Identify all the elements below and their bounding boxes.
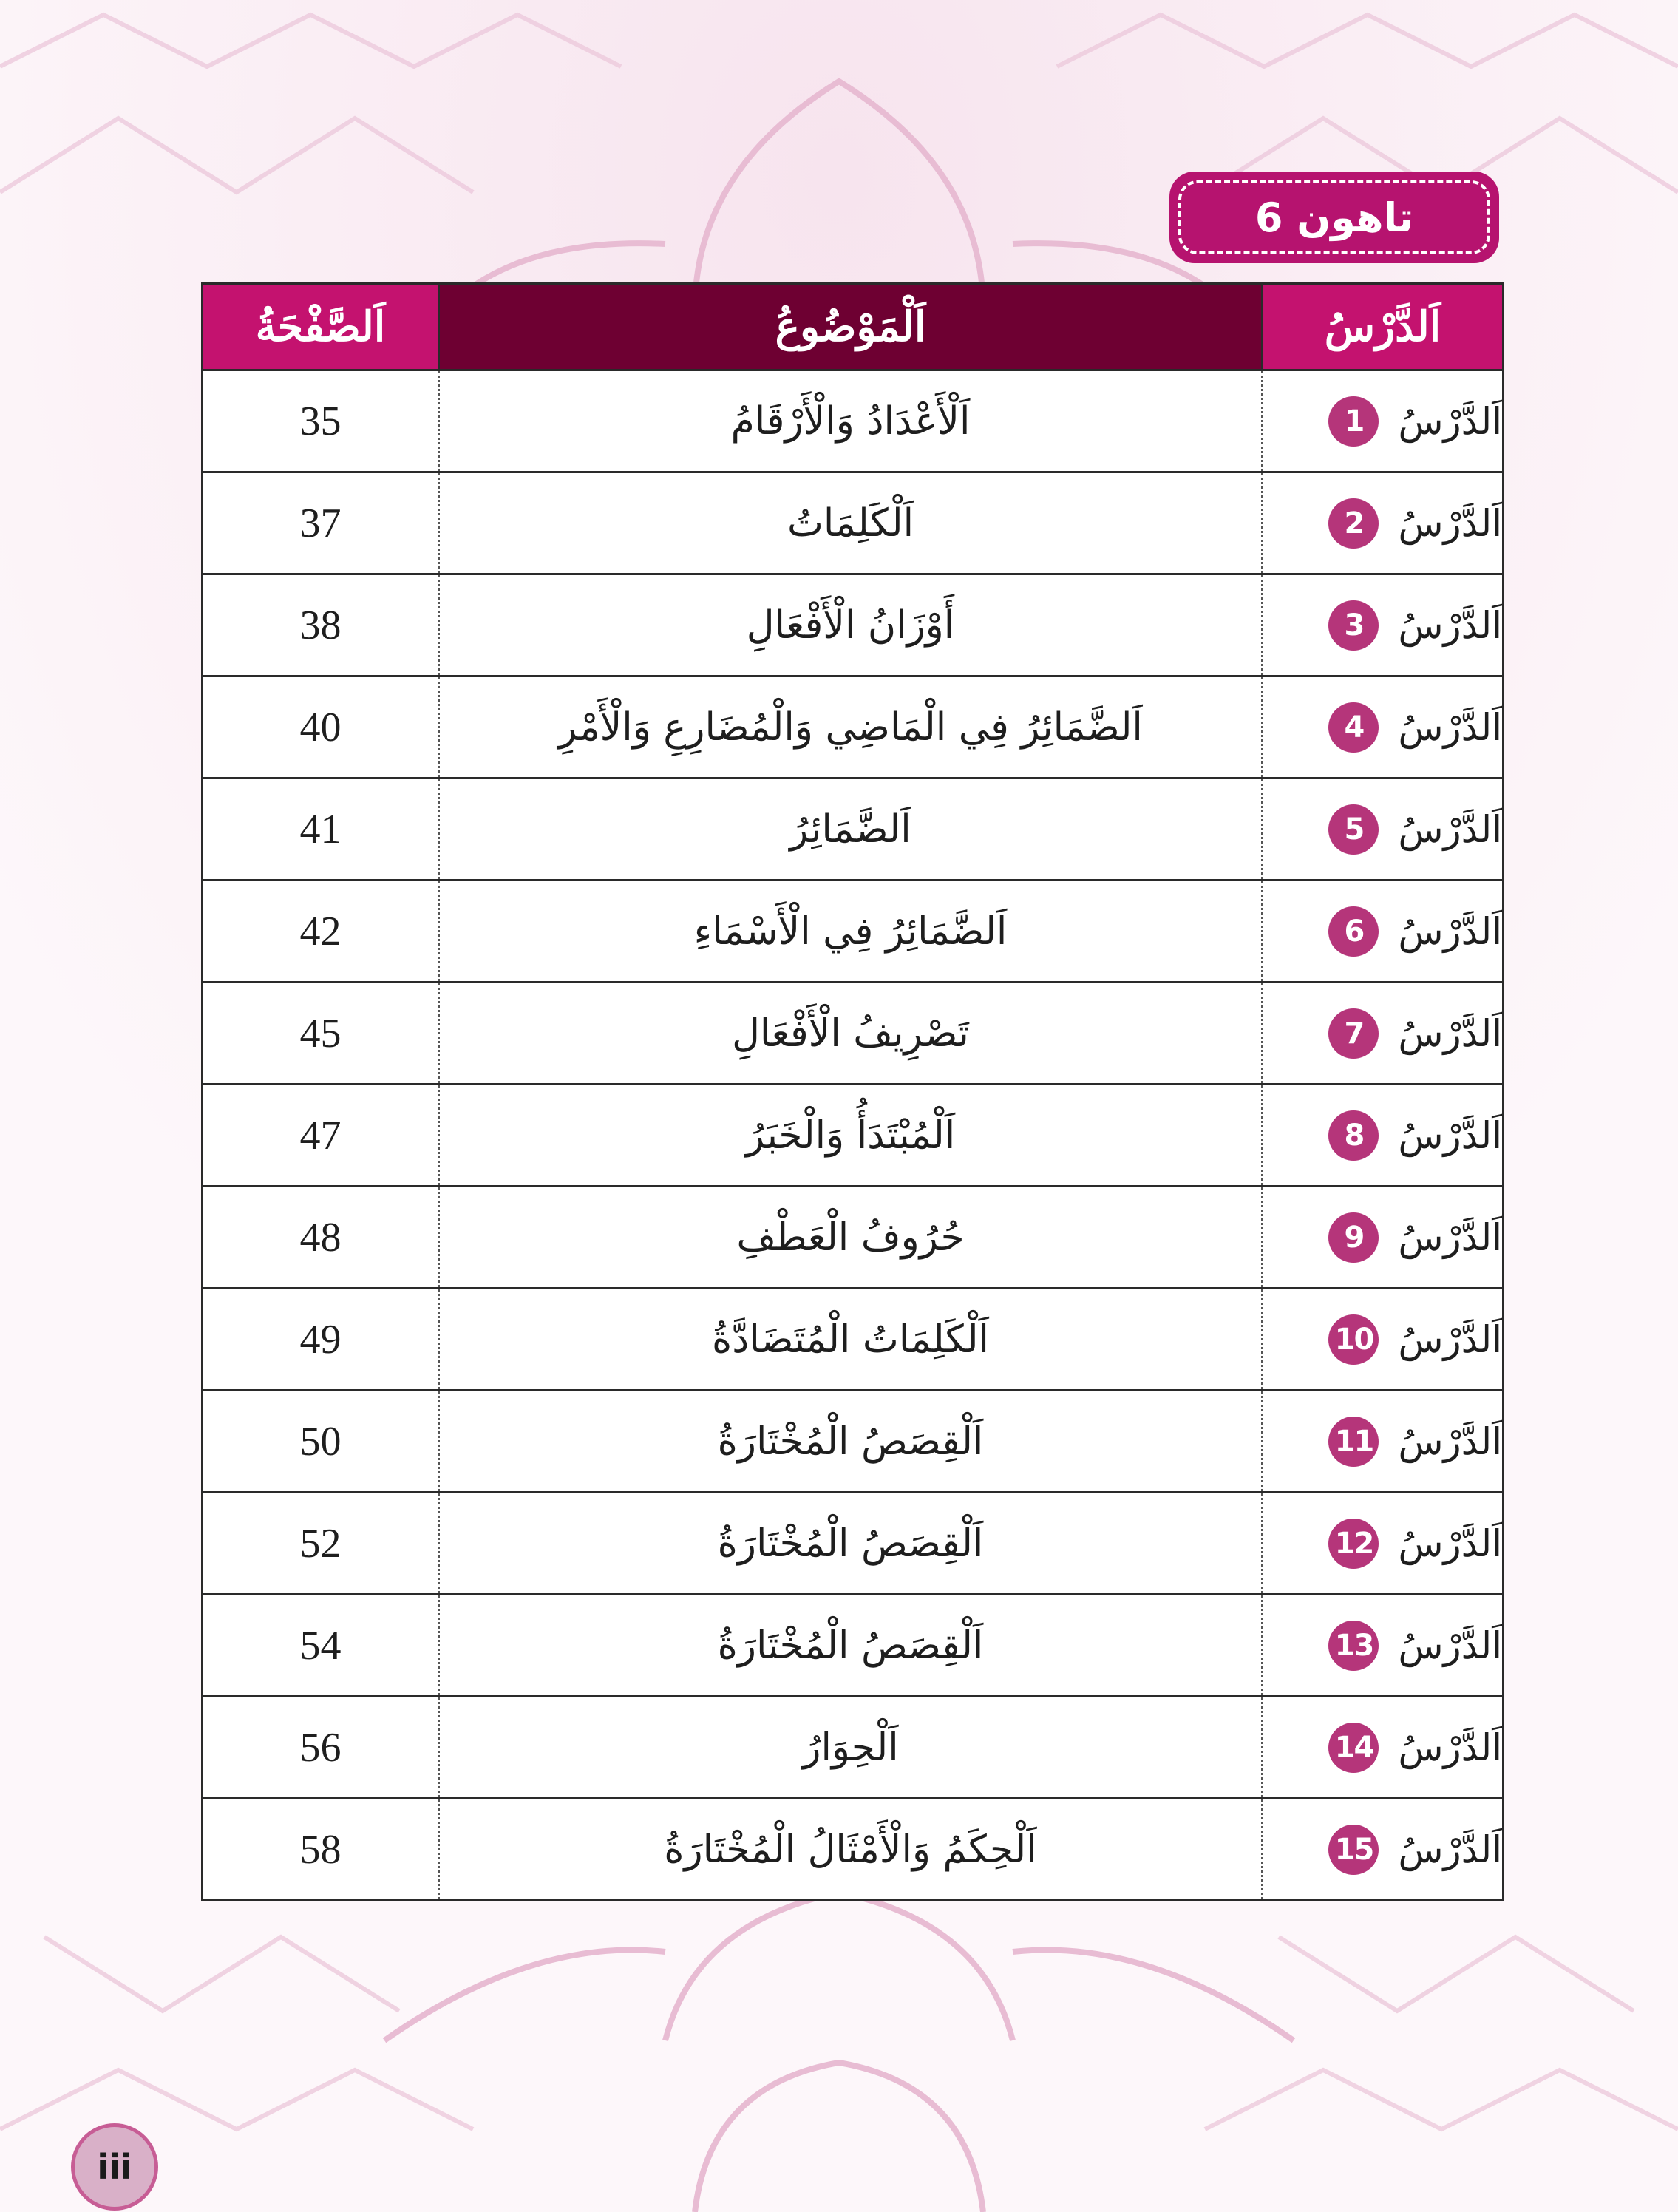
lesson-label: اَلدَّرْسُ xyxy=(1398,1011,1502,1055)
page-cell: 37 xyxy=(203,472,439,574)
lesson-number-badge: 1 xyxy=(1328,396,1379,447)
lesson-number-badge: 12 xyxy=(1328,1519,1379,1569)
table-row xyxy=(203,1799,1504,1901)
lesson-cell xyxy=(1263,574,1504,676)
page-cell: 38 xyxy=(203,574,439,676)
lesson-cell xyxy=(1263,1595,1504,1697)
page-cell: 49 xyxy=(203,1289,439,1391)
page-cell: 48 xyxy=(203,1187,439,1289)
topic-cell: اَلْكَلِمَاتُ xyxy=(439,472,1263,574)
table-row xyxy=(203,1085,1504,1187)
table-row xyxy=(203,472,1504,574)
topic-cell: اَلْكَلِمَاتُ الْمُتَضَادَّةُ xyxy=(439,1289,1263,1391)
lesson-number-badge: 6 xyxy=(1328,906,1379,957)
lesson-number-badge: 13 xyxy=(1328,1621,1379,1671)
page-cell: 56 xyxy=(203,1697,439,1799)
lesson-cell xyxy=(1263,472,1504,574)
page-cell: 35 xyxy=(203,370,439,472)
lesson-label: اَلدَّرْسُ xyxy=(1398,1113,1502,1157)
table-row xyxy=(203,1289,1504,1391)
table-row xyxy=(203,1187,1504,1289)
topic-cell: اَلْحِوَارُ xyxy=(439,1697,1263,1799)
grade-badge xyxy=(1169,172,1499,263)
lesson-number-badge: 2 xyxy=(1328,498,1379,549)
table-row xyxy=(203,1391,1504,1493)
lesson-cell xyxy=(1263,983,1504,1085)
topic-cell: اَلضَّمَائِرُ xyxy=(439,778,1263,881)
lesson-cell xyxy=(1263,1493,1504,1595)
lesson-number-badge: 4 xyxy=(1328,702,1379,753)
lesson-number-badge: 14 xyxy=(1328,1723,1379,1773)
topic-cell: اَلْقِصَصُ الْمُخْتَارَةُ xyxy=(439,1595,1263,1697)
lesson-cell xyxy=(1263,676,1504,778)
lesson-number-badge: 7 xyxy=(1328,1008,1379,1059)
lesson-label: اَلدَّرْسُ xyxy=(1398,807,1502,851)
lesson-cell xyxy=(1263,1799,1504,1901)
topic-cell: اَلضَّمَائِرُ فِي الْمَاضِي وَالْمُضَارِعِ وَالْأَمْرِ xyxy=(439,676,1263,778)
topic-cell: اَلْحِكَمُ وَالْأَمْثَالُ الْمُخْتَارَةُ xyxy=(439,1799,1263,1901)
table-row xyxy=(203,676,1504,778)
table-row xyxy=(203,1697,1504,1799)
page-cell: 41 xyxy=(203,778,439,881)
table-row xyxy=(203,1493,1504,1595)
topic-cell: اَلْقِصَصُ الْمُخْتَارَةُ xyxy=(439,1493,1263,1595)
lesson-number-badge: 8 xyxy=(1328,1110,1379,1161)
lesson-label: اَلدَّرْسُ xyxy=(1398,399,1502,443)
lesson-label: اَلدَّرْسُ xyxy=(1398,1317,1502,1361)
lesson-cell xyxy=(1263,778,1504,881)
lesson-cell xyxy=(1263,881,1504,983)
page-cell: 52 xyxy=(203,1493,439,1595)
page-cell: 40 xyxy=(203,676,439,778)
topic-cell: اَلضَّمَائِرُ فِي الْأَسْمَاءِ xyxy=(439,881,1263,983)
header-lesson: اَلدَّرْسُ xyxy=(1263,284,1504,370)
table-body xyxy=(203,370,1504,1901)
page-number: iii xyxy=(71,2123,158,2211)
header-topic: اَلْمَوْضُوعُ xyxy=(439,284,1263,370)
lesson-label: اَلدَّرْسُ xyxy=(1398,1726,1502,1769)
page-cell: 58 xyxy=(203,1799,439,1901)
topic-cell: أَوْزَانُ الْأَفْعَالِ xyxy=(439,574,1263,676)
table-row xyxy=(203,370,1504,472)
lesson-number-badge: 15 xyxy=(1328,1825,1379,1875)
grade-badge-label: تاهون 6 xyxy=(1178,180,1490,254)
lesson-number-badge: 9 xyxy=(1328,1212,1379,1263)
page-cell: 50 xyxy=(203,1391,439,1493)
lesson-number-badge: 3 xyxy=(1328,600,1379,651)
lesson-label: اَلدَّرْسُ xyxy=(1398,1624,1502,1667)
lesson-label: اَلدَّرْسُ xyxy=(1398,1521,1502,1565)
page-cell: 42 xyxy=(203,881,439,983)
topic-cell: اَلْمُبْتَدَأُ وَالْخَبَرُ xyxy=(439,1085,1263,1187)
page-cell: 54 xyxy=(203,1595,439,1697)
lesson-number-badge: 10 xyxy=(1328,1314,1379,1365)
lesson-cell xyxy=(1263,370,1504,472)
header-page: اَلصَّفْحَةُ xyxy=(203,284,439,370)
lesson-cell xyxy=(1263,1289,1504,1391)
topic-cell: حُرُوفُ الْعَطْفِ xyxy=(439,1187,1263,1289)
table-row xyxy=(203,881,1504,983)
table-row xyxy=(203,778,1504,881)
topic-cell: اَلْأَعْدَادُ وَالْأَرْقَامُ xyxy=(439,370,1263,472)
page-cell: 47 xyxy=(203,1085,439,1187)
lesson-cell xyxy=(1263,1085,1504,1187)
lesson-label: اَلدَّرْسُ xyxy=(1398,1419,1502,1463)
lesson-label: اَلدَّرْسُ xyxy=(1398,1215,1502,1259)
lesson-label: اَلدَّرْسُ xyxy=(1398,909,1502,953)
page-cell: 45 xyxy=(203,983,439,1085)
table-row xyxy=(203,574,1504,676)
table-row xyxy=(203,983,1504,1085)
lesson-label: اَلدَّرْسُ xyxy=(1398,501,1502,545)
header-row xyxy=(203,284,1504,370)
topic-cell: اَلْقِصَصُ الْمُخْتَارَةُ xyxy=(439,1391,1263,1493)
lesson-number-badge: 11 xyxy=(1328,1417,1379,1467)
lesson-cell xyxy=(1263,1697,1504,1799)
lesson-label: اَلدَّرْسُ xyxy=(1398,705,1502,749)
lesson-label: اَلدَّرْسُ xyxy=(1398,1828,1502,1871)
lesson-cell xyxy=(1263,1391,1504,1493)
topic-cell: تَصْرِيفُ الْأَفْعَالِ xyxy=(439,983,1263,1085)
contents-table xyxy=(201,282,1504,1901)
lesson-cell xyxy=(1263,1187,1504,1289)
lesson-number-badge: 5 xyxy=(1328,804,1379,855)
lesson-label: اَلدَّرْسُ xyxy=(1398,603,1502,647)
table-row xyxy=(203,1595,1504,1697)
